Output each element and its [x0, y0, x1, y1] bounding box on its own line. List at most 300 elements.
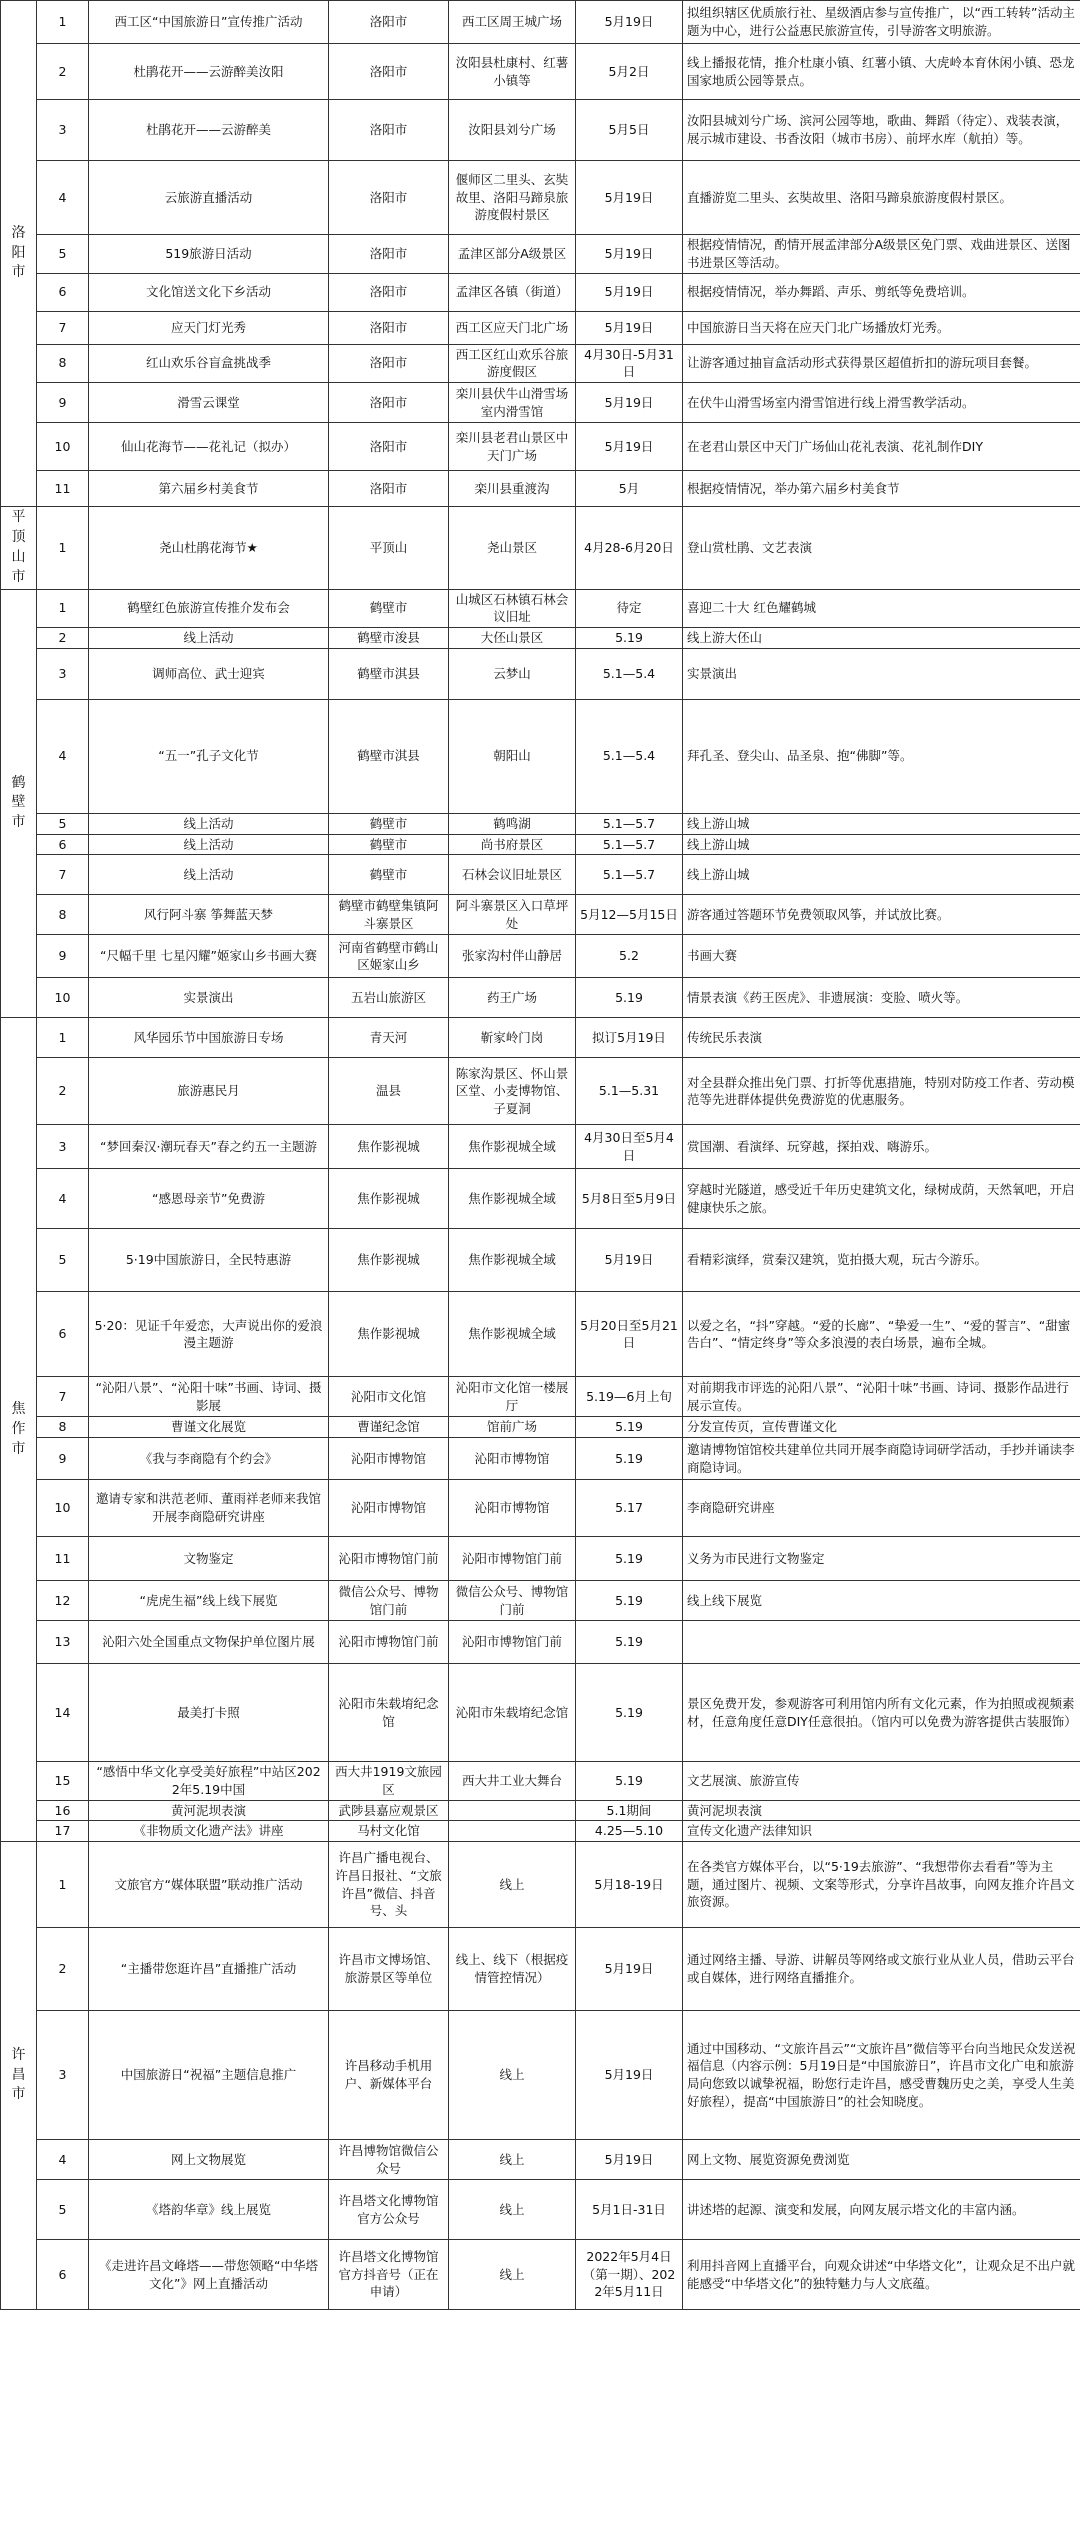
activity-name-cell: “梦回秦汉·潮玩春天”春之约五一主题游: [89, 1125, 329, 1169]
venue-cell: 尚书府景区: [449, 834, 576, 855]
activity-name-cell: 红山欢乐谷盲盒挑战季: [89, 344, 329, 383]
row-number-cell: 10: [37, 1480, 89, 1537]
description-cell: 游客通过答题环节免费领取风筝，并试放比赛。: [683, 895, 1080, 935]
table-row: [1, 1058, 1080, 1125]
description-cell: 实景演出: [683, 648, 1080, 699]
description-cell: 赏国潮、看演绎、玩穿越，探拍戏、嗨游乐。: [683, 1125, 1080, 1169]
row-number-cell: 11: [37, 471, 89, 507]
organizer-cell: 青天河: [329, 1018, 449, 1058]
date-cell: 5.19: [576, 978, 683, 1018]
date-cell: 5.19—6月上旬: [576, 1377, 683, 1417]
organizer-cell: 洛阳市: [329, 423, 449, 471]
organizer-cell: 许昌博物馆微信公众号: [329, 2140, 449, 2180]
organizer-cell: 许昌广播电视台、许昌日报社、“文旅许昌”微信、抖音号、头: [329, 1842, 449, 1928]
venue-cell: 焦作影视城全域: [449, 1292, 576, 1377]
description-cell: 书画大赛: [683, 935, 1080, 978]
table-row: [1, 1581, 1080, 1621]
date-cell: 5月18-19日: [576, 1842, 683, 1928]
row-number-cell: 16: [37, 1800, 89, 1821]
table-row: [1, 1480, 1080, 1537]
venue-cell: 栾川县重渡沟: [449, 471, 576, 507]
table-row: [1, 1928, 1080, 2011]
description-cell: 穿越时光隧道，感受近千年历史建筑文化，绿树成荫，天然氧吧，开启健康快乐之旅。: [683, 1169, 1080, 1229]
date-cell: 5.19: [576, 628, 683, 649]
description-cell: 线上游大伾山: [683, 628, 1080, 649]
organizer-cell: 许昌塔文化博物馆官方公众号: [329, 2180, 449, 2240]
venue-cell: 微信公众号、博物馆门前: [449, 1581, 576, 1621]
date-cell: 5.2: [576, 935, 683, 978]
venue-cell: 焦作影视城全域: [449, 1229, 576, 1292]
organizer-cell: 鹤壁市: [329, 855, 449, 895]
organizer-cell: 洛阳市: [329, 235, 449, 274]
activity-name-cell: 应天门灯光秀: [89, 311, 329, 344]
date-cell: 5.1—5.4: [576, 648, 683, 699]
table-row: [1, 507, 1080, 590]
date-cell: 5月20日至5月21日: [576, 1292, 683, 1377]
description-cell: 线上线下展览: [683, 1581, 1080, 1621]
row-number-cell: 5: [37, 235, 89, 274]
date-cell: 5月1日-31日: [576, 2180, 683, 2240]
activity-name-cell: 《非物质文化遗产法》讲座: [89, 1821, 329, 1842]
description-cell: 文艺展演、旅游宣传: [683, 1762, 1080, 1801]
row-number-cell: 9: [37, 1438, 89, 1480]
organizer-cell: 沁阳市文化馆: [329, 1377, 449, 1417]
table-row: [1, 1018, 1080, 1058]
row-number-cell: 10: [37, 978, 89, 1018]
activity-name-cell: 中国旅游日“祝福”主题信息推广: [89, 2011, 329, 2140]
venue-cell: 云梦山: [449, 648, 576, 699]
venue-cell: 沁阳市文化馆一楼展厅: [449, 1377, 576, 1417]
row-number-cell: 1: [37, 1842, 89, 1928]
activity-name-cell: 滑雪云课堂: [89, 383, 329, 423]
activity-name-cell: “五一”孔子文化节: [89, 699, 329, 813]
activity-name-cell: 网上文物展览: [89, 2140, 329, 2180]
description-cell: 对前期我市评选的沁阳八景”、“沁阳十味”书画、诗词、摄影作品进行展示宣传。: [683, 1377, 1080, 1417]
venue-cell: 沁阳市博物馆: [449, 1438, 576, 1480]
venue-cell: 汝阳县杜康村、红薯小镇等: [449, 44, 576, 100]
activity-name-cell: 实景演出: [89, 978, 329, 1018]
row-number-cell: 7: [37, 1377, 89, 1417]
description-cell: 宣传文化遗产法律知识: [683, 1821, 1080, 1842]
row-number-cell: 5: [37, 2180, 89, 2240]
date-cell: 5.1—5.7: [576, 813, 683, 834]
row-number-cell: 13: [37, 1621, 89, 1664]
description-cell: [683, 1621, 1080, 1664]
organizer-cell: 洛阳市: [329, 100, 449, 161]
venue-cell: 线上、线下（根据疫情管控情况）: [449, 1928, 576, 2011]
venue-cell: 陈家沟景区、怀山景区堂、小麦博物馆、子夏洞: [449, 1058, 576, 1125]
table-row: [1, 423, 1080, 471]
activity-name-cell: “主播带您逛许昌”直播推广活动: [89, 1928, 329, 2011]
description-cell: 根据疫情情况，酌情开展孟津部分A级景区免门票、戏曲进景区、送图书进景区等活动。: [683, 235, 1080, 274]
organizer-cell: 洛阳市: [329, 273, 449, 311]
date-cell: 拟订5月19日: [576, 1018, 683, 1058]
organizer-cell: 鹤壁市: [329, 589, 449, 628]
activity-name-cell: 曹谨文化展览: [89, 1417, 329, 1438]
activity-name-cell: 线上活动: [89, 855, 329, 895]
organizer-cell: 曹谨纪念馆: [329, 1417, 449, 1438]
table-row: [1, 1125, 1080, 1169]
table-row: [1, 44, 1080, 100]
date-cell: 4.25—5.10: [576, 1821, 683, 1842]
activity-name-cell: 《塔韵华章》线上展览: [89, 2180, 329, 2240]
venue-cell: 沁阳市博物馆门前: [449, 1537, 576, 1581]
activity-name-cell: 杜鹃花开——云游醉美汝阳: [89, 44, 329, 100]
organizer-cell: 洛阳市: [329, 471, 449, 507]
activity-name-cell: 调师高位、武士迎宾: [89, 648, 329, 699]
date-cell: 5.17: [576, 1480, 683, 1537]
table-row: [1, 2180, 1080, 2240]
row-number-cell: 6: [37, 2240, 89, 2310]
activity-name-cell: “感悟中华文化享受美好旅程”中站区2022年5.19中国: [89, 1762, 329, 1801]
table-row: [1, 834, 1080, 855]
date-cell: 4月30日至5月4日: [576, 1125, 683, 1169]
venue-cell: 沁阳市博物馆: [449, 1480, 576, 1537]
venue-cell: 鹤鸣湖: [449, 813, 576, 834]
date-cell: 5月19日: [576, 2011, 683, 2140]
organizer-cell: 焦作影视城: [329, 1169, 449, 1229]
row-number-cell: 1: [37, 589, 89, 628]
date-cell: 5.19: [576, 1417, 683, 1438]
venue-cell: 山城区石林镇石林会议旧址: [449, 589, 576, 628]
description-cell: 利用抖音网上直播平台，向观众讲述“中华塔文化”，让观众足不出户就能感受“中华塔文化”的独特魅力与人文底蕴。: [683, 2240, 1080, 2310]
row-number-cell: 4: [37, 161, 89, 235]
row-number-cell: 14: [37, 1664, 89, 1762]
description-cell: 直播游览二里头、玄奘故里、洛阳马蹄泉旅游度假村景区。: [683, 161, 1080, 235]
table-row: [1, 1842, 1080, 1928]
table-row: [1, 1, 1080, 44]
activity-name-cell: 黄河泥坝表演: [89, 1800, 329, 1821]
organizer-cell: 鹤壁市浚县: [329, 628, 449, 649]
activity-name-cell: 旅游惠民月: [89, 1058, 329, 1125]
organizer-cell: 焦作影视城: [329, 1229, 449, 1292]
description-cell: 义务为市民进行文物鉴定: [683, 1537, 1080, 1581]
venue-cell: 线上: [449, 2180, 576, 2240]
description-cell: 根据疫情情况，举办舞蹈、声乐、剪纸等免费培训。: [683, 273, 1080, 311]
row-number-cell: 4: [37, 2140, 89, 2180]
organizer-cell: 沁阳市博物馆门前: [329, 1537, 449, 1581]
organizer-cell: 洛阳市: [329, 161, 449, 235]
row-number-cell: 4: [37, 1169, 89, 1229]
table-row: [1, 2140, 1080, 2180]
row-number-cell: 7: [37, 311, 89, 344]
activity-name-cell: 线上活动: [89, 813, 329, 834]
date-cell: 5月19日: [576, 2140, 683, 2180]
table-row: [1, 1377, 1080, 1417]
venue-cell: 线上: [449, 2011, 576, 2140]
date-cell: 5.1—5.31: [576, 1058, 683, 1125]
description-cell: 线上游山城: [683, 834, 1080, 855]
organizer-cell: 马村文化馆: [329, 1821, 449, 1842]
date-cell: 5.19: [576, 1438, 683, 1480]
activity-name-cell: 沁阳六处全国重点文物保护单位图片展: [89, 1621, 329, 1664]
activity-name-cell: 文旅官方“媒体联盟”联动推广活动: [89, 1842, 329, 1928]
row-number-cell: 7: [37, 855, 89, 895]
row-number-cell: 3: [37, 648, 89, 699]
description-cell: 拟组织辖区优质旅行社、星级酒店参与宣传推广，以“西工转转”活动主题为中心，进行公益惠民旅游宣传，引导游客文明旅游。: [683, 1, 1080, 44]
row-number-cell: 8: [37, 895, 89, 935]
table-row: [1, 311, 1080, 344]
organizer-cell: 洛阳市: [329, 344, 449, 383]
venue-cell: 西工区周王城广场: [449, 1, 576, 44]
activity-name-cell: 5·19中国旅游日，全民特惠游: [89, 1229, 329, 1292]
description-cell: 喜迎二十大 红色耀鹤城: [683, 589, 1080, 628]
table-row: [1, 2240, 1080, 2310]
description-cell: 在伏牛山滑雪场室内滑雪馆进行线上滑雪教学活动。: [683, 383, 1080, 423]
organizer-cell: 西大井1919文旅园区: [329, 1762, 449, 1801]
row-number-cell: 10: [37, 423, 89, 471]
description-cell: 分发宣传页，宣传曹谨文化: [683, 1417, 1080, 1438]
venue-cell: 石林会议旧址景区: [449, 855, 576, 895]
row-number-cell: 2: [37, 1928, 89, 2011]
organizer-cell: 洛阳市: [329, 311, 449, 344]
activity-name-cell: 邀请专家和洪范老师、董雨祥老师来我馆开展李商隐研究讲座: [89, 1480, 329, 1537]
activity-name-cell: “虎虎生福”线上线下展览: [89, 1581, 329, 1621]
date-cell: 5.1—5.7: [576, 834, 683, 855]
table-row: [1, 935, 1080, 978]
description-cell: 网上文物、展览资源免费浏览: [683, 2140, 1080, 2180]
organizer-cell: 河南省鹤壁市鹤山区姬家山乡: [329, 935, 449, 978]
venue-cell: 沁阳市朱载堉纪念馆: [449, 1664, 576, 1762]
row-number-cell: 12: [37, 1581, 89, 1621]
venue-cell: 线上: [449, 1842, 576, 1928]
description-cell: 让游客通过抽盲盒活动形式获得景区超值折扣的游玩项目套餐。: [683, 344, 1080, 383]
venue-cell: 沁阳市博物馆门前: [449, 1621, 576, 1664]
organizer-cell: 微信公众号、博物馆门前: [329, 1581, 449, 1621]
description-cell: 以爱之名，“抖”穿越。“爱的长廊”、“挚爱一生”、“爱的誓言”、“甜蜜告白”、“情定终身”等众多浪漫的表白场景，遍布全城。: [683, 1292, 1080, 1377]
organizer-cell: 温县: [329, 1058, 449, 1125]
date-cell: 5月8日至5月9日: [576, 1169, 683, 1229]
description-cell: 传统民乐表演: [683, 1018, 1080, 1058]
organizer-cell: 沁阳市博物馆: [329, 1438, 449, 1480]
table-row: [1, 813, 1080, 834]
venue-cell: 尧山景区: [449, 507, 576, 590]
activity-table-body: [1, 1, 1080, 2310]
activity-name-cell: 5·20：见证千年爱恋，大声说出你的爱浪漫主题游: [89, 1292, 329, 1377]
row-number-cell: 1: [37, 507, 89, 590]
activity-name-cell: “尺幅千里 七星闪耀”姬家山乡书画大赛: [89, 935, 329, 978]
organizer-cell: 许昌塔文化博物馆官方抖音号（正在申请）: [329, 2240, 449, 2310]
row-number-cell: 9: [37, 383, 89, 423]
table-row: [1, 1800, 1080, 1821]
description-cell: 通过中国移动、“文旅许昌云”“文旅许昌”微信等平台向当地民众发送祝福信息（内容示例：5月19日是“中国旅游日”，许昌市文化广电和旅游局向您致以诚挚祝福，盼您行走许昌，感受曹魏历史之美，享受人生美好旅程），提高“中国旅游日”的社会知晓度。: [683, 2011, 1080, 2140]
row-number-cell: 1: [37, 1018, 89, 1058]
organizer-cell: 焦作影视城: [329, 1292, 449, 1377]
description-cell: 拜孔圣、登尖山、品圣泉、抱“佛脚”等。: [683, 699, 1080, 813]
organizer-cell: 洛阳市: [329, 383, 449, 423]
activity-name-cell: 第六届乡村美食节: [89, 471, 329, 507]
date-cell: 5月19日: [576, 235, 683, 274]
table-row: [1, 1621, 1080, 1664]
description-cell: 黄河泥坝表演: [683, 1800, 1080, 1821]
activity-name-cell: 线上活动: [89, 628, 329, 649]
organizer-cell: 鹤壁市: [329, 834, 449, 855]
venue-cell: 焦作影视城全域: [449, 1125, 576, 1169]
date-cell: 5月19日: [576, 423, 683, 471]
date-cell: 5月19日: [576, 1, 683, 44]
activity-name-cell: 杜鹃花开——云游醉美: [89, 100, 329, 161]
description-cell: 线上游山城: [683, 855, 1080, 895]
venue-cell: 张家沟村伴山静居: [449, 935, 576, 978]
table-row: [1, 1417, 1080, 1438]
row-number-cell: 6: [37, 834, 89, 855]
city-cell: 许昌市: [1, 1842, 37, 2310]
row-number-cell: 15: [37, 1762, 89, 1801]
organizer-cell: 洛阳市: [329, 44, 449, 100]
organizer-cell: 五岩山旅游区: [329, 978, 449, 1018]
description-cell: 线上游山城: [683, 813, 1080, 834]
description-cell: 线上播报花情，推介杜康小镇、红薯小镇、大虎岭本育休闲小镇、恐龙国家地质公园等景点。: [683, 44, 1080, 100]
description-cell: 通过网络主播、导游、讲解员等网络或文旅行业从业人员，借助云平台或自媒体，进行网络直播推介。: [683, 1928, 1080, 2011]
row-number-cell: 6: [37, 273, 89, 311]
description-cell: 根据疫情情况，举办第六届乡村美食节: [683, 471, 1080, 507]
row-number-cell: 4: [37, 699, 89, 813]
venue-cell: 朝阳山: [449, 699, 576, 813]
row-number-cell: 17: [37, 1821, 89, 1842]
activity-name-cell: 鹤壁红色旅游宣传推介发布会: [89, 589, 329, 628]
table-row: [1, 1537, 1080, 1581]
table-row: [1, 2011, 1080, 2140]
date-cell: 5.19: [576, 1664, 683, 1762]
organizer-cell: 沁阳市朱载堉纪念馆: [329, 1664, 449, 1762]
activity-name-cell: 《走进许昌文峰塔——带您领略“中华塔文化”》网上直播活动: [89, 2240, 329, 2310]
venue-cell: 西工区红山欢乐谷旅游度假区: [449, 344, 576, 383]
table-row: [1, 1229, 1080, 1292]
date-cell: 5月19日: [576, 311, 683, 344]
activity-name-cell: 西工区“中国旅游日”宣传推广活动: [89, 1, 329, 44]
venue-cell: 药王广场: [449, 978, 576, 1018]
table-row: [1, 648, 1080, 699]
description-cell: 汝阳县城刘兮广场、滨河公园等地，歌曲、舞蹈（待定）、戏装表演，展示城市建设、书香汝阳（城市书房）、前坪水库（航拍）等。: [683, 100, 1080, 161]
description-cell: 登山赏杜鹃、文艺表演: [683, 507, 1080, 590]
date-cell: 4月28-6月20日: [576, 507, 683, 590]
table-row: [1, 628, 1080, 649]
venue-cell: 偃师区二里头、玄奘故里、洛阳马蹄泉旅游度假村景区: [449, 161, 576, 235]
venue-cell: [449, 1821, 576, 1842]
row-number-cell: 2: [37, 44, 89, 100]
city-cell: 焦作市: [1, 1018, 37, 1842]
venue-cell: 孟津区部分A级景区: [449, 235, 576, 274]
row-number-cell: 1: [37, 1, 89, 44]
description-cell: 邀请博物馆馆校共建单位共同开展李商隐诗词研学活动，手抄并诵读李商隐诗词。: [683, 1438, 1080, 1480]
activity-name-cell: “感恩母亲节”免费游: [89, 1169, 329, 1229]
venue-cell: 线上: [449, 2240, 576, 2310]
row-number-cell: 6: [37, 1292, 89, 1377]
row-number-cell: 2: [37, 1058, 89, 1125]
date-cell: 5.19: [576, 1762, 683, 1801]
row-number-cell: 2: [37, 628, 89, 649]
venue-cell: 大伾山景区: [449, 628, 576, 649]
date-cell: 待定: [576, 589, 683, 628]
date-cell: 5月: [576, 471, 683, 507]
description-cell: 在各类官方媒体平台，以“5·19去旅游”、“我想带你去看看”等为主题，通过图片、视频、文案等形式，分享许昌故事，向网友推介许昌文旅资源。: [683, 1842, 1080, 1928]
table-row: [1, 1438, 1080, 1480]
activity-name-cell: 线上活动: [89, 834, 329, 855]
table-row: [1, 471, 1080, 507]
venue-cell: 阿斗寨景区入口草坪处: [449, 895, 576, 935]
venue-cell: 馆前广场: [449, 1417, 576, 1438]
date-cell: 5.1—5.4: [576, 699, 683, 813]
city-cell: 洛阳市: [1, 1, 37, 507]
date-cell: 5.19: [576, 1621, 683, 1664]
venue-cell: 栾川县伏牛山滑雪场室内滑雪馆: [449, 383, 576, 423]
organizer-cell: 许昌移动手机用户、新媒体平台: [329, 2011, 449, 2140]
table-row: [1, 1821, 1080, 1842]
row-number-cell: 3: [37, 1125, 89, 1169]
description-cell: 李商隐研究讲座: [683, 1480, 1080, 1537]
venue-cell: 栾川县老君山景区中天门广场: [449, 423, 576, 471]
organizer-cell: 平顶山: [329, 507, 449, 590]
city-cell: 鹤壁市: [1, 589, 37, 1018]
activity-name-cell: 风华园乐节中国旅游日专场: [89, 1018, 329, 1058]
organizer-cell: 焦作影视城: [329, 1125, 449, 1169]
date-cell: 5月19日: [576, 273, 683, 311]
row-number-cell: 5: [37, 1229, 89, 1292]
table-row: [1, 344, 1080, 383]
activity-name-cell: 最美打卡照: [89, 1664, 329, 1762]
activity-name-cell: 云旅游直播活动: [89, 161, 329, 235]
organizer-cell: 鹤壁市淇县: [329, 648, 449, 699]
organizer-cell: 鹤壁市: [329, 813, 449, 834]
table-row: [1, 1762, 1080, 1801]
venue-cell: 靳家岭门岗: [449, 1018, 576, 1058]
activity-name-cell: 《我与李商隐有个约会》: [89, 1438, 329, 1480]
table-row: [1, 273, 1080, 311]
city-cell: 平顶山市: [1, 507, 37, 590]
table-row: [1, 235, 1080, 274]
venue-cell: 西工区应天门北广场: [449, 311, 576, 344]
date-cell: 5月19日: [576, 1229, 683, 1292]
organizer-cell: 许昌市文博场馆、旅游景区等单位: [329, 1928, 449, 2011]
activity-name-cell: 519旅游日活动: [89, 235, 329, 274]
date-cell: 5.1—5.7: [576, 855, 683, 895]
date-cell: 5月19日: [576, 161, 683, 235]
date-cell: 5月2日: [576, 44, 683, 100]
description-cell: 讲述塔的起源、演变和发展，向网友展示塔文化的丰富内涵。: [683, 2180, 1080, 2240]
activity-name-cell: 风行阿斗寨 筝舞蓝天梦: [89, 895, 329, 935]
table-row: [1, 1292, 1080, 1377]
activity-name-cell: 文化馆送文化下乡活动: [89, 273, 329, 311]
organizer-cell: 武陟县嘉应观景区: [329, 1800, 449, 1821]
date-cell: 4月30日-5月31日: [576, 344, 683, 383]
row-number-cell: 11: [37, 1537, 89, 1581]
description-cell: 景区免费开发，参观游客可利用馆内所有文化元素，作为拍照或视频素材，任意角度任意DIY任意很拍。（馆内可以免费为游客提供古装服饰）: [683, 1664, 1080, 1762]
venue-cell: 孟津区各镇（街道）: [449, 273, 576, 311]
venue-cell: [449, 1800, 576, 1821]
venue-cell: 西大井工业大舞台: [449, 1762, 576, 1801]
table-row: [1, 100, 1080, 161]
row-number-cell: 8: [37, 344, 89, 383]
table-row: [1, 978, 1080, 1018]
date-cell: 2022年5月4日（第一期）、2022年5月11日: [576, 2240, 683, 2310]
organizer-cell: 沁阳市博物馆: [329, 1480, 449, 1537]
activity-name-cell: 仙山花海节——花礼记（拟办）: [89, 423, 329, 471]
activity-name-cell: “沁阳八景”、“沁阳十味”书画、诗词、摄影展: [89, 1377, 329, 1417]
description-cell: 看精彩演绎，赏秦汉建筑，览拍摄大观，玩古今游乐。: [683, 1229, 1080, 1292]
table-row: [1, 161, 1080, 235]
venue-cell: 汝阳县刘兮广场: [449, 100, 576, 161]
date-cell: 5月12—5月15日: [576, 895, 683, 935]
organizer-cell: 洛阳市: [329, 1, 449, 44]
date-cell: 5.19: [576, 1537, 683, 1581]
activity-name-cell: 尧山杜鹃花海节★: [89, 507, 329, 590]
date-cell: 5月19日: [576, 383, 683, 423]
row-number-cell: 5: [37, 813, 89, 834]
table-row: [1, 589, 1080, 628]
description-cell: 中国旅游日当天将在应天门北广场播放灯光秀。: [683, 311, 1080, 344]
table-row: [1, 699, 1080, 813]
organizer-cell: 鹤壁市淇县: [329, 699, 449, 813]
